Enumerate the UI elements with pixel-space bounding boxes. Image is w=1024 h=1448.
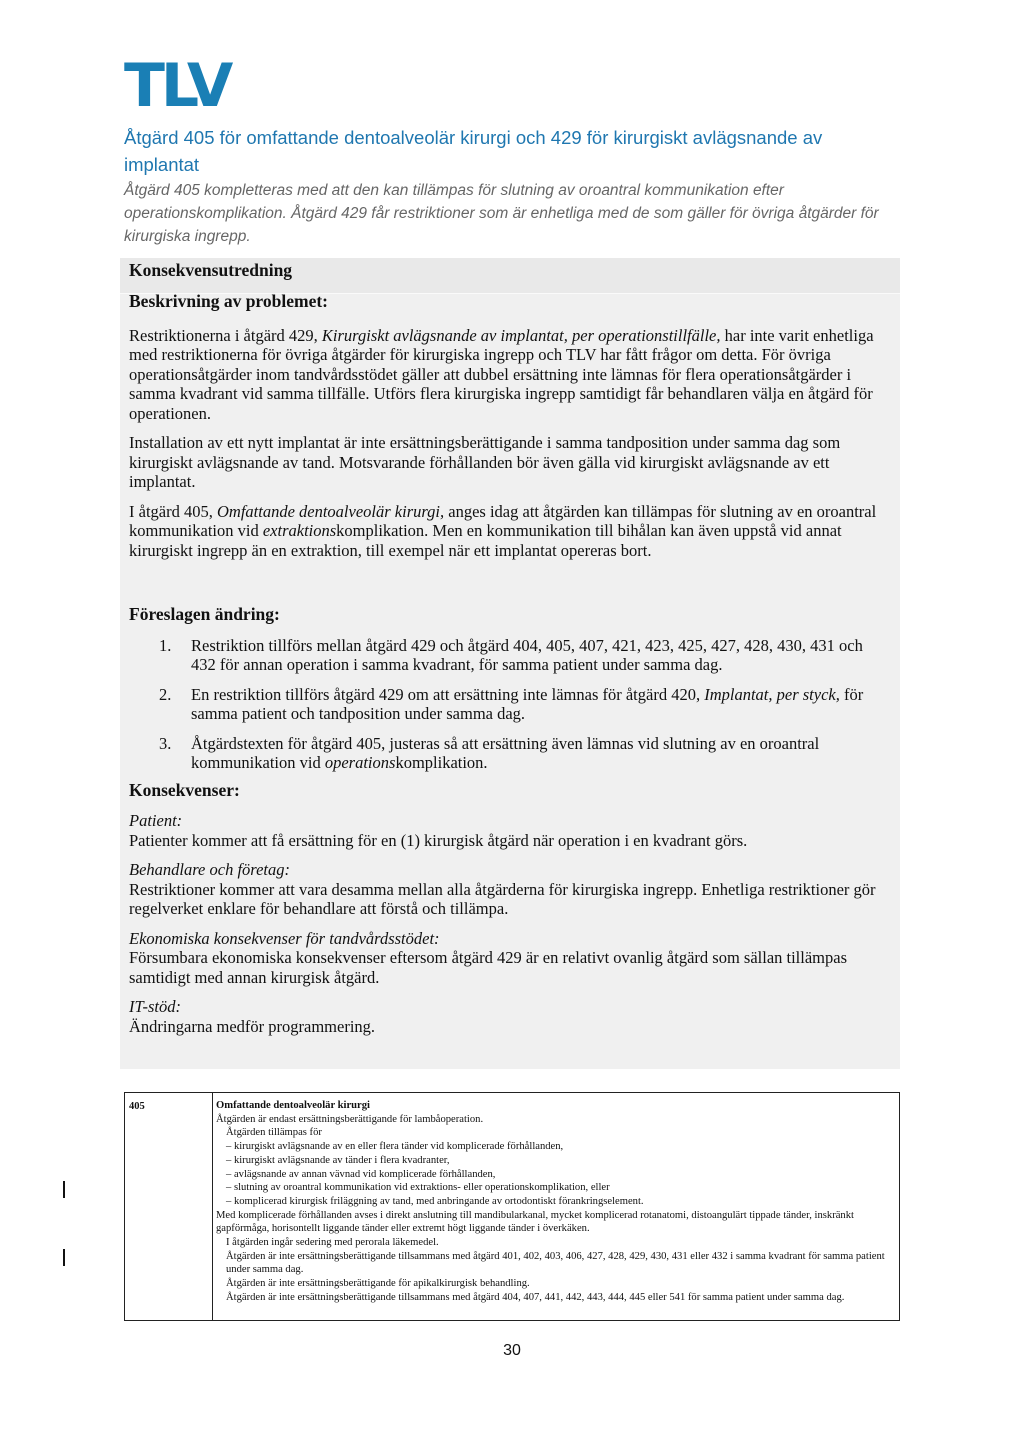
- problem-paragraph-3: I åtgärd 405, Omfattande dentoalveolär kirurgi, anges idag att åtgärden kan tillämpas för slutning av en oroantral kommunikation vid extraktionskomplikation. Men en kommunikation till bihålan kan även uppstå vid annat kirurgiskt ingrepp än en extraktion, till exempel när ett implantat opereras bort.: [129, 501, 877, 560]
- consequence-analysis-box: [120, 258, 900, 1069]
- table-bullet: – kirurgiskt avlägsnande av en eller flera tänder vid komplicerade förhållanden,: [226, 1141, 564, 1153]
- table-bullet: – slutning av oroantral kommunikation vid extraktions- eller operationskomplikation, eller: [226, 1182, 610, 1194]
- consequence-label-it: IT-stöd:: [129, 997, 181, 1016]
- procedure-code: 405: [125, 1093, 213, 1320]
- page-subtitle: Åtgärd 405 kompletteras med att den kan tillämpas för slutning av oroantral kommunikation efter operationskomplikation. Åtgärd 429 får restriktioner som är enhetliga med de som gäller för övriga åtgärder för kirurgiska ingrepp.: [124, 182, 879, 245]
- consequence-heading: Konsekvenser:: [129, 779, 240, 800]
- consequence-text-it: Ändringarna medför programmering.: [129, 1016, 376, 1036]
- change-bar: [63, 1181, 65, 1198]
- list-item: 3. Åtgärdstexten för åtgärd 405, justeras så att ersättning även lämnas vid slutning av en oroantral kommunikation vid operationskomplikation.: [159, 733, 820, 772]
- consequence-text-provider: Restriktioner kommer att vara desamma mellan alla åtgärderna för kirurgiska ingrepp. Enhetliga restriktioner gör regelverket enklare för behandlare att förstå och tillämpa.: [129, 879, 876, 918]
- table-line: Åtgärden är inte ersättningsberättigande tillsammans med åtgärd 404, 407, 441, 442, 443, 444, 445 eller 541 för samma patient under samma dag.: [226, 1291, 845, 1303]
- table-bullet: – kirurgiskt avlägsnande av tänder i flera kvadranter,: [226, 1154, 450, 1166]
- page-title: Åtgärd 405 för omfattande dentoalveolär kirurgi och 429 för kirurgiskt avlägsnande av implantat: [124, 127, 823, 175]
- table-line: Åtgärden tillämpas för: [226, 1127, 322, 1139]
- table-bullet: – komplicerad kirurgisk friläggning av tand, med anbringande av ortodontiskt förankringselement.: [226, 1195, 644, 1207]
- box-content: [129, 292, 891, 1036]
- table-bullet: – avlägsnande av annan vävnad vid komplicerade förhållanden,: [226, 1168, 496, 1180]
- problem-paragraph-2: Installation av ett nytt implantat är inte ersättningsberättigande i samma tandposition under samma dag som kirurgiskt avlägsnande av tand. Motsvarande förhållanden bör även gälla vid kirurgiskt avlägsnande av ett implantat.: [129, 433, 841, 491]
- consequence-text-economic: Försumbara ekonomiska konsekvenser eftersom åtgärd 429 är en relativt ovanlig åtgärd som sällan tillämpas samtidigt med annan kirurgisk åtgärd.: [129, 948, 848, 987]
- page-number: 30: [503, 1342, 521, 1359]
- consequence-label-economic: Ekonomiska konsekvenser för tandvårdsstödet:: [129, 928, 440, 948]
- change-bar: [63, 1249, 65, 1266]
- change-list: [129, 636, 891, 773]
- change-heading: Föreslagen ändring:: [129, 604, 280, 624]
- list-item: 1. Restriktion tillförs mellan åtgärd 429 och åtgärd 404, 405, 407, 421, 423, 425, 427, 428, 430, 431 och 432 för annan operation i samma kvadrant, för samma patient under samma dag.: [159, 635, 863, 674]
- list-item: 2. En restriktion tillförs åtgärd 429 om att ersättning inte lämnas för åtgärd 420, Implantat, per styck, för samma patient och tandposition under samma dag.: [159, 684, 864, 723]
- procedure-table: [124, 1092, 900, 1321]
- tlv-logo: TLV: [124, 51, 230, 121]
- procedure-description: [216, 1099, 896, 1305]
- consequence-label-patient: Patient:: [129, 811, 183, 830]
- table-line: Åtgärden är endast ersättningsberättigande för lambåoperation.: [216, 1113, 484, 1125]
- table-line: I åtgärden ingår sedering med perorala läkemedel.: [226, 1237, 439, 1249]
- procedure-title: Omfattande dentoalveolär kirurgi: [216, 1100, 370, 1111]
- table-line: Med komplicerade förhållanden avses i direkt anslutning till mandibularkanal, mycket komplicerad rotanatomi, distoangulärt tippade tänder, inskränkt gapförmåga, horisontellt liggande tänder eller extremt högt liggande tänder i överkäken.: [216, 1209, 854, 1235]
- table-line: Åtgärden är inte ersättningsberättigande tillsammans med åtgärd 401, 402, 403, 406, 427, 428, 429, 430, 431 eller 432 i samma kvadrant för samma patient under samma dag.: [226, 1250, 885, 1276]
- problem-paragraph-1: Restriktionerna i åtgärd 429, Kirurgiskt avlägsnande av implantat, per operationstillfälle, har inte varit enhetliga med restriktionerna för övriga åtgärder för kirurgiska ingrepp och TLV har fått frågor om detta. För övriga operationsåtgärder inom tandvårdsstödet gäller att dubbel ersättning inte lämnas för flera operationsåtgärder i samma kvadrant vid samma tillfälle. Utförs flera kirurgiska ingrepp samtidigt får behandlaren välja en åtgärd för operationen.: [129, 325, 874, 423]
- box-heading: Konsekvensutredning: [120, 258, 900, 294]
- consequence-label-provider: Behandlare och företag:: [129, 860, 290, 879]
- table-line: Åtgärden är inte ersättningsberättigande för apikalkirurgisk behandling.: [226, 1278, 530, 1290]
- problem-heading: Beskrivning av problemet:: [129, 291, 328, 311]
- consequence-text-patient: Patienter kommer att få ersättning för en (1) kirurgisk åtgärd när operation i en kvadrant görs.: [129, 830, 748, 850]
